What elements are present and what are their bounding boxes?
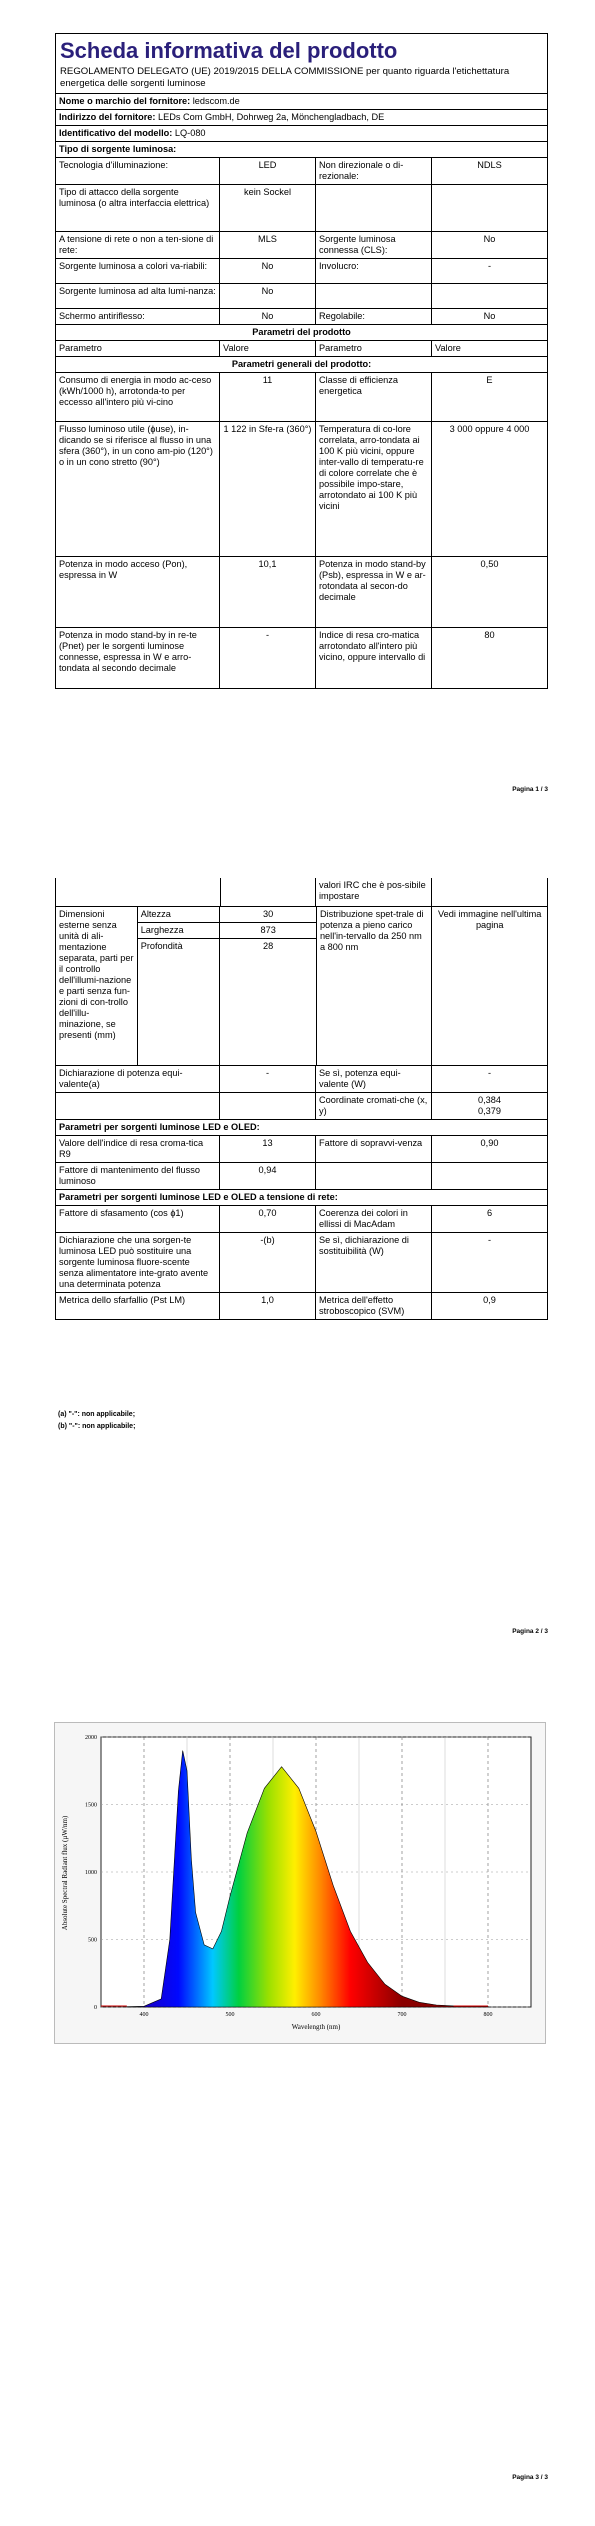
r9-row [56, 1136, 547, 1163]
header-block [56, 34, 547, 94]
type-label: A tensione di rete o non a ten-sione di rete: [56, 232, 220, 258]
supplier-address-row [56, 110, 547, 126]
fluo-label: Dichiarazione che una sorgen-te luminosa LED può sostituire una sorgente luminosa fluore-scente senza alimentatore inte-grato avente una determinata potenza [56, 1233, 220, 1292]
dim-label: Profondità [140, 941, 183, 951]
spectral-dist-value: Vedi immagine nell'ultima pagina [438, 909, 542, 930]
pf-label: Fattore di sfasamento (cos ɸ1) [56, 1206, 220, 1232]
dim-label: Altezza [138, 907, 220, 923]
page-number: Pagina 3 / 3 [512, 2474, 548, 2481]
dim-value: 30 [220, 907, 316, 923]
param-value: 11 [220, 373, 316, 421]
y-tick-label: 1000 [85, 1870, 97, 1876]
page-number: Pagina 2 / 3 [512, 1628, 548, 1635]
y-tick-label: 1500 [85, 1802, 97, 1809]
type-label-2 [316, 185, 432, 231]
type-row [56, 309, 547, 325]
pst-value: 1,0 [220, 1293, 316, 1319]
footnote-b: (b) "-": non applicabile; [58, 1423, 136, 1430]
column-header-row [56, 341, 547, 357]
lumen-row [56, 1163, 547, 1190]
type-row [56, 259, 547, 284]
supplier-name-row [56, 94, 547, 110]
product-info-table [55, 33, 548, 689]
type-title: Tipo di sorgente luminosa: [59, 144, 177, 154]
model-row [56, 126, 547, 142]
type-label: Schermo antiriflesso: [56, 309, 220, 324]
supplier-address-label: Indirizzo del fornitore: [59, 112, 156, 122]
dims-label: Dimensioni esterne senza unità di ali-mentazione separata, parti per il controllo dell'illumi-nazione e parti senza fun-zioni di con-trollo dell'illu-minazione, se presenti (mm) [56, 907, 138, 1065]
type-value-2 [432, 185, 547, 231]
chroma-row [56, 1093, 547, 1120]
param-label-2: Indice di resa cro-matica arrotondato all'intero più vicino, oppure intervallo di [316, 628, 432, 688]
led-title-row [56, 1120, 547, 1136]
type-row [56, 232, 547, 259]
type-value-2: No [483, 234, 496, 244]
type-value-2: NDLS [477, 160, 502, 170]
type-row [56, 284, 547, 309]
regulation-text: REGOLAMENTO DELEGATO (UE) 2019/2015 DELLA COMMISSIONE per quanto riguarda l'etichettatura energetica delle sorgenti luminose [60, 66, 510, 89]
lumen-label: Fattore di mantenimento del flusso luminoso [56, 1163, 220, 1189]
supplier-address-value: LEDs Com GmbH, Dohrweg 2a, Mönchengladbach, DE [158, 112, 385, 122]
fluo-label-2: Se sì, dichiarazione di sostituibilità (W) [316, 1233, 432, 1292]
general-row [56, 628, 547, 688]
param-value-2: 3 000 oppure 4 000 [449, 424, 530, 434]
type-value: No [220, 259, 316, 283]
model-label: Identificativo del modello: [59, 128, 173, 138]
fluo-value-2: - [487, 1235, 492, 1245]
dim-value: 873 [220, 923, 316, 939]
param-label-2: Temperatura di co-lore correlata, arro-tondata ai 100 K più vicini, oppure inter-vallo di temperatu-re di colore correlate che è possibile impo-stare, arrotondato ai 100 K più vicini [316, 422, 432, 556]
spectral-chart [55, 1723, 545, 2043]
type-row [56, 158, 547, 185]
type-label: Sorgente luminosa a colori va-riabili: [56, 259, 220, 283]
equiv-label: Dichiarazione di potenza equi-valente(a) [56, 1066, 220, 1092]
type-label: Tecnologia d'illuminazione: [56, 158, 220, 184]
x-tick-label: 700 [397, 2012, 407, 2018]
general-title: Parametri generali del prodotto: [231, 359, 372, 369]
x-tick-label: 400 [139, 2012, 149, 2018]
spectral-dist-label: Distribuzione spet-trale di potenza a pieno carico nell'in-tervallo da 250 nm a 800 nm [317, 907, 433, 1065]
y-tick-label: 0 [94, 2005, 97, 2011]
col-header-param: Parametro [56, 341, 220, 356]
param-label: Potenza in modo acceso (Pon), espressa in W [56, 557, 220, 627]
type-value-2: No [483, 311, 496, 321]
chroma-y: 0,379 [478, 1106, 501, 1116]
equiv-value-2: - [487, 1068, 492, 1078]
y-axis-label: Absolute Spectral Radiant flux (µW/nm) [61, 1815, 69, 1931]
dimensions-row [56, 907, 547, 1066]
general-row [56, 557, 547, 628]
type-label-2 [316, 284, 432, 308]
type-value: MLS [220, 232, 316, 258]
dim-value: 28 [263, 941, 274, 951]
type-value: kein Sockel [220, 185, 316, 231]
param-value: 1 122 in Sfe-ra (360°) [220, 422, 316, 556]
x-tick-label: 600 [311, 2012, 321, 2018]
type-row [56, 185, 547, 232]
chroma-x: 0,384 [478, 1095, 501, 1105]
type-label-2: Non direzionale o di-rezionale: [316, 158, 432, 184]
product-info-table-continued [55, 878, 548, 1320]
svm-label: Metrica dell'effetto stroboscopico (SVM) [316, 1293, 432, 1319]
param-label: Consumo di energia in modo ac-ceso (kWh/1000 h), arrotonda-to per eccesso all'intero più vi-cino [56, 373, 220, 421]
mains-title: Parametri per sorgenti luminose LED e OLED a tensione di rete: [59, 1192, 338, 1202]
fluo-row [56, 1233, 547, 1293]
page-number: Pagina 1 / 3 [512, 786, 548, 793]
y-tick-label: 500 [88, 1937, 97, 1944]
col-header-value-2: Valore [435, 343, 461, 353]
footnotes [58, 1409, 135, 1433]
pf-value: 0,70 [220, 1206, 316, 1232]
general-row [56, 373, 547, 422]
param-value: - [220, 628, 316, 688]
param-label: Potenza in modo stand-by in re-te (Pnet) per le sorgenti luminose connesse, espressa in W e arro-tondata al secondo decimale [56, 628, 220, 688]
param-label-2: Classe di efficienza energetica [316, 373, 432, 421]
param-value: 10,1 [220, 557, 316, 627]
col-header-value: Valore [220, 341, 316, 356]
type-value: No [220, 309, 316, 324]
type-value-2: - [487, 261, 492, 271]
macadam-label: Coerenza dei colori in ellissi di MacAdam [316, 1206, 432, 1232]
dim-label: Larghezza [138, 923, 220, 939]
x-tick-label: 800 [483, 2012, 493, 2018]
type-label-2: Involucro: [316, 259, 432, 283]
type-value-2 [432, 284, 547, 308]
x-axis-label: Wavelength (nm) [291, 2023, 341, 2031]
page-title: Scheda informativa del prodotto [60, 38, 398, 63]
param-value-2: 0,50 [480, 559, 499, 569]
r9-value: 13 [220, 1136, 316, 1162]
lumen-value: 0,94 [220, 1163, 316, 1189]
fluo-value: -(b) [220, 1233, 316, 1292]
y-tick-label: 2000 [85, 1735, 97, 1741]
r9-label: Valore dell'indice di resa croma-tica R9 [56, 1136, 220, 1162]
supplier-name-label: Nome o marchio del fornitore: [59, 96, 191, 106]
param-label-2: Potenza in modo stand-by (Psb), espressa in W e ar-rotondata al secon-do decimale [316, 557, 432, 627]
model-value: LQ-080 [174, 128, 206, 138]
type-label: Sorgente luminosa ad alta lumi-nanza: [56, 284, 220, 308]
col-header-param-2: Parametro [316, 341, 432, 356]
type-value: LED [220, 158, 316, 184]
param-value-2: E [486, 375, 493, 385]
params-title: Parametri del prodotto [252, 327, 351, 337]
chroma-label: Coordinate cromati-che (x, y) [316, 1093, 432, 1119]
mains-title-row [56, 1190, 547, 1206]
survival-label: Fattore di sopravvi-venza [316, 1136, 432, 1162]
type-label-2: Regolabile: [316, 309, 432, 324]
equiv-row [56, 1066, 547, 1093]
cri-cont-text: valori IRC che è pos-sibile impostare [316, 878, 432, 906]
macadam-value: 6 [486, 1208, 493, 1218]
cont-row [56, 878, 547, 907]
pst-label: Metrica dello sfarfallio (Pst LM) [56, 1293, 220, 1319]
svm-value: 0,9 [483, 1295, 496, 1305]
led-title: Parametri per sorgenti luminose LED e OLED: [59, 1122, 260, 1132]
type-label: Tipo di attacco della sorgente luminosa (o altra interfaccia elettrica) [56, 185, 220, 231]
pf-row [56, 1206, 547, 1233]
spectral-chart-frame [54, 1722, 546, 2044]
equiv-label-2: Se sì, potenza equi-valente (W) [316, 1066, 432, 1092]
supplier-name-value: ledscom.de [192, 96, 240, 106]
pst-row [56, 1293, 547, 1319]
x-tick-label: 500 [225, 2012, 235, 2018]
general-title-row [56, 357, 547, 373]
params-title-row [56, 325, 547, 341]
type-label-2: Sorgente luminosa connessa (CLS): [316, 232, 432, 258]
survival-value: 0,90 [480, 1138, 499, 1148]
general-row [56, 422, 547, 557]
type-value: No [220, 284, 316, 308]
equiv-value: - [220, 1066, 316, 1092]
param-label: Flusso luminoso utile (ɸuse), in-dicando se si riferisce al flusso in una sfera (360°), in un cono am-pio (120°) o in un cono stretto (90°) [56, 422, 220, 556]
type-title-row [56, 142, 547, 158]
footnote-a: (a) "-": non applicabile; [58, 1411, 136, 1418]
param-value-2: 80 [484, 630, 495, 640]
